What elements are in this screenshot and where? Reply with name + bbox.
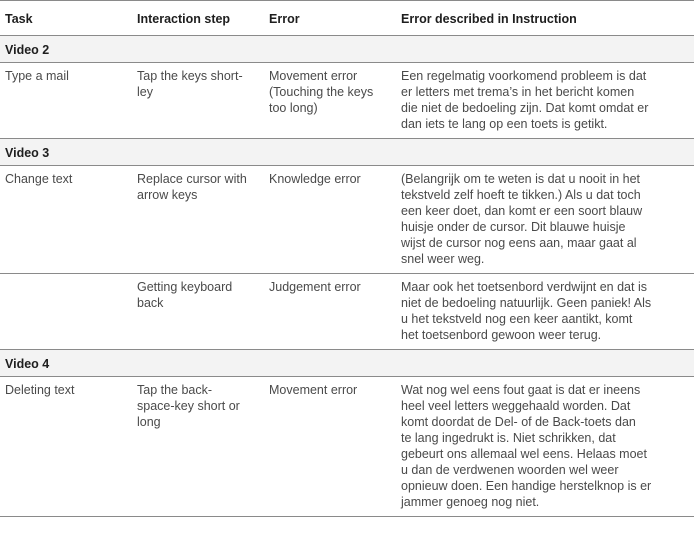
header-error-described: Error described in Instruction <box>397 1 694 36</box>
section-row-video-2 <box>0 36 694 63</box>
section-title: Video 2 <box>0 36 694 63</box>
table-row <box>0 274 694 350</box>
cell-error: Movement error <box>265 377 397 517</box>
header-row <box>0 1 694 36</box>
section-title: Video 4 <box>0 350 694 377</box>
header-error: Error <box>265 1 397 36</box>
cell-task <box>0 274 133 350</box>
table-row <box>0 63 694 139</box>
cell-task: Deleting text <box>0 377 133 517</box>
cell-interaction-step: Replace cursor with arrow keys <box>133 166 265 274</box>
cell-error: Knowledge error <box>265 166 397 274</box>
header-task: Task <box>0 1 133 36</box>
section-row-video-4 <box>0 350 694 377</box>
cell-interaction-step: Getting keyboard back <box>133 274 265 350</box>
table-row <box>0 166 694 274</box>
table-row <box>0 377 694 517</box>
cell-error-description: Maar ook het toetsenbord verdwijnt en dat is niet de bedoeling natuurlijk. Geen paniek! Als u het tekstveld nog een keer aantikt, komt het toetsenbord gewoon weer terug. <box>397 274 694 350</box>
cell-error: Movement error (Touching the keys too long) <box>265 63 397 139</box>
cell-error-description: (Belangrijk om te weten is dat u nooit in het tekstveld zelf hoeft te tikken.) Als u dat toch een keer doet, dan komt er een soort blauw huisje onder de cursor. Dit blauwe huisje wijst de cursor nog eens aan, maar gaat al snel weer weg. <box>397 166 694 274</box>
section-row-video-3 <box>0 139 694 166</box>
cell-interaction-step: Tap the keys short- ley <box>133 63 265 139</box>
cell-error-description: Wat nog wel eens fout gaat is dat er ineens heel veel letters weggehaald worden. Dat komt doordat de Del- of de Back-toets dan te lang ingedrukt is. Niet schrikken, dat gebeurt ons allemaal wel eens. Helaas moet u dan de verdwenen woorden wel weer opnieuw doen. Een handige herstelknop is er jammer genoeg nog niet. <box>397 377 694 517</box>
section-title: Video 3 <box>0 139 694 166</box>
cell-interaction-step: Tap the back- space-key short or long <box>133 377 265 517</box>
cell-task: Change text <box>0 166 133 274</box>
cell-error-description: Een regelmatig voorkomend probleem is dat er letters met trema’s in het bericht komen die niet de bedoeling zijn. Dat komt omdat er dan iets te lang op een toets is getikt. <box>397 63 694 139</box>
cell-task: Type a mail <box>0 63 133 139</box>
cell-error: Judgement error <box>265 274 397 350</box>
header-interaction-step: Interaction step <box>133 1 265 36</box>
